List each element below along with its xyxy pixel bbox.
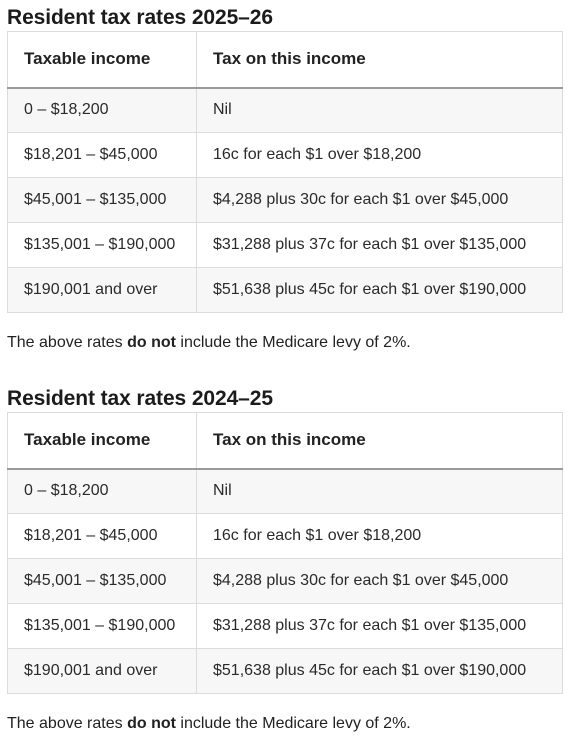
column-header-tax-on-income: Tax on this income xyxy=(197,32,563,88)
note-text-before: The above rates xyxy=(7,715,128,732)
tax-amount-cell: $4,288 plus 30c for each $1 over $45,000 xyxy=(197,559,563,604)
medicare-levy-note xyxy=(7,715,411,733)
income-range-cell: $190,001 and over xyxy=(8,268,197,313)
table-row xyxy=(8,559,563,604)
table-row xyxy=(8,649,563,694)
table-row xyxy=(8,223,563,268)
column-header-taxable-income: Taxable income xyxy=(8,413,197,469)
income-range-cell: $45,001 – $135,000 xyxy=(8,178,197,223)
table-row xyxy=(8,268,563,313)
section-heading: Resident tax rates 2025–26 xyxy=(7,6,273,29)
tax-rates-table xyxy=(7,412,563,694)
income-range-cell: $135,001 – $190,000 xyxy=(8,604,197,649)
table-header-row xyxy=(8,413,563,469)
table-header-row xyxy=(8,32,563,88)
note-text-before: The above rates xyxy=(7,334,128,351)
tax-amount-cell: $51,638 plus 45c for each $1 over $190,000 xyxy=(197,649,563,694)
income-range-cell: $135,001 – $190,000 xyxy=(8,223,197,268)
tax-amount-cell: 16c for each $1 over $18,200 xyxy=(197,514,563,559)
section-heading: Resident tax rates 2024–25 xyxy=(7,387,273,410)
tax-amount-cell: $4,288 plus 30c for each $1 over $45,000 xyxy=(197,178,563,223)
table-row xyxy=(8,88,563,133)
income-range-cell: $190,001 and over xyxy=(8,649,197,694)
table-row xyxy=(8,514,563,559)
income-range-cell: 0 – $18,200 xyxy=(8,469,197,514)
tax-amount-cell: $51,638 plus 45c for each $1 over $190,000 xyxy=(197,268,563,313)
income-range-cell: $18,201 – $45,000 xyxy=(8,133,197,178)
income-range-cell: 0 – $18,200 xyxy=(8,88,197,133)
note-emphasis: do not xyxy=(127,334,176,351)
note-text-after: include the Medicare levy of 2%. xyxy=(175,715,411,732)
tax-amount-cell: $31,288 plus 37c for each $1 over $135,000 xyxy=(197,223,563,268)
column-header-taxable-income: Taxable income xyxy=(8,32,197,88)
note-text-after: include the Medicare levy of 2%. xyxy=(175,334,411,351)
column-header-tax-on-income: Tax on this income xyxy=(197,413,563,469)
tax-amount-cell: Nil xyxy=(197,469,563,514)
table-row xyxy=(8,469,563,514)
table-row xyxy=(8,178,563,223)
table-row xyxy=(8,133,563,178)
note-emphasis: do not xyxy=(127,715,176,732)
income-range-cell: $18,201 – $45,000 xyxy=(8,514,197,559)
tax-rates-table xyxy=(7,31,563,313)
medicare-levy-note xyxy=(7,334,411,352)
tax-amount-cell: 16c for each $1 over $18,200 xyxy=(197,133,563,178)
tax-amount-cell: Nil xyxy=(197,88,563,133)
tax-amount-cell: $31,288 plus 37c for each $1 over $135,000 xyxy=(197,604,563,649)
table-row xyxy=(8,604,563,649)
income-range-cell: $45,001 – $135,000 xyxy=(8,559,197,604)
